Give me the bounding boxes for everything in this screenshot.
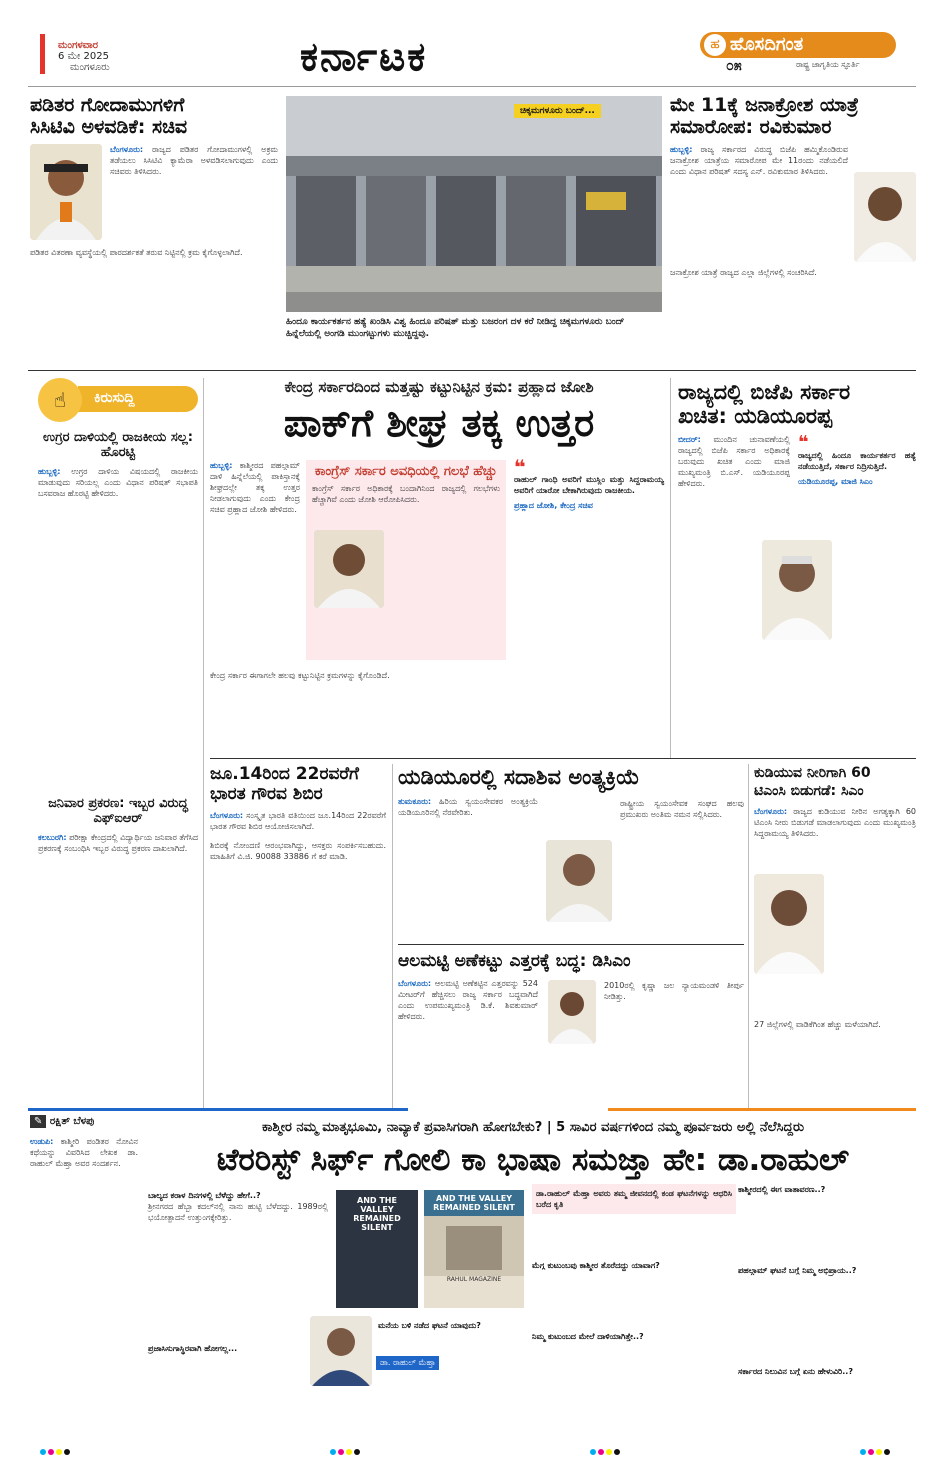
feature-q6: ಪಹಲ್ಗಾಮ್ ಘಟನೆ ಬಗ್ಗೆ ನಿಮ್ಮ ಅಭಿಪ್ರಾಯ..? <box>738 1266 857 1275</box>
story-cctv-headline-2: ಸಿಸಿಟಿವಿ ಅಳವಡಿಕೆ: ಸಚಿವ <box>30 116 188 138</box>
lead-dateline: ಹುಬ್ಬಳ್ಳಿ: <box>210 461 233 470</box>
bjp-quote-icon: ❝ <box>798 432 809 453</box>
story-cctv-headline-1: ಪಡಿತರ ಗೋದಾಮುಗಳಿಗೆ <box>30 94 185 116</box>
photo-caption: ಹಿಂದೂ ಕಾರ್ಯಕರ್ತನ ಹತ್ಯೆ ಖಂಡಿಸಿ ವಿಶ್ವ ಹಿಂದೂ ಪರಿಷತ್ ಮತ್ತು ಬಜರಂಗ ದಳ ಕರೆ ನೀಡಿದ್ದ ಚಿಕ್ಕಮಗಳೂರು ಬಂದ್ ಹಿನ್ನೆಲೆಯಲ್ಲಿ ಅಂಗಡಿ ಮುಂಗಟ್ಟುಗಳು ಮುಚ್ಚಿದ್ದವು. <box>286 317 625 339</box>
lead-box <box>306 460 506 660</box>
section-rule-1 <box>28 370 916 371</box>
header-day: ಮಂಗಳವಾರ <box>58 40 99 51</box>
registration-marks-mid-1 <box>330 1440 362 1459</box>
feature-qa-3 <box>378 1320 524 1331</box>
story-cctv-body-1: ರಾಜ್ಯದ ಪಡಿತರ ಗೋದಾಮುಗಳಲ್ಲಿ ಅಕ್ರಮ ತಡೆಯಲು ಸಿಸಿಟಿವಿ ಕ್ಯಾಮೆರಾ ಅಳವಡಿಸಲಾಗುವುದು ಎಂದು ಸಚಿವರು ತಿಳಿಸಿದರು. <box>110 145 278 176</box>
ravikumar-portrait <box>854 172 916 262</box>
section-title: ಕರ್ನಾಟಕ <box>300 34 428 80</box>
registration-marks-right <box>860 1440 892 1459</box>
feature-kicker: ಕಾಶ್ಮೀರ ನಮ್ಮ ಮಾತೃಭೂಮಿ, ನಾವ್ಯಾಕೆ ಪ್ರವಾಸಿಗರಾಗಿ ಹೋಗಬೇಕು? | 5 ಸಾವಿರ ವರ್ಷಗಳಿಂದ ನಮ್ಮ ಪೂರ್ವಜರು ಅಲ್ಲಿ ನೆಲೆಸಿದ್ದರು <box>261 1120 805 1135</box>
story-shibira-dateline: ಬೆಂಗಳೂರು: <box>210 811 244 820</box>
feature-a1: ಶ್ರೀನಗರದ ಹೆಬ್ಬಾ ಕದಲ್‌ನಲ್ಲಿ ನಾನು ಹುಟ್ಟಿ ಬೆಳೆದದ್ದು. 1989ರಲ್ಲಿ ಭಯೋತ್ಪಾದನೆ ಉತ್ತುಂಗಕ್ಕೇರಿತ್ತು. <box>148 1202 328 1222</box>
story-sadashiva-dateline: ತುಮಕೂರು: <box>398 797 432 806</box>
lead-quote-text: ರಾಹುಲ್ ಗಾಂಧಿ ಅವರಿಗೆ ಮುಸ್ಲಿಂ ಮತ್ತು ಸಿದ್ದರಾಮಯ್ಯ ಅವರಿಗೆ ಯಾರೋ ಬೇಕಾಗಿರುವುದು ರಾಜಕೀಯ. <box>514 475 664 495</box>
feature-q5: ಕಾಶ್ಮೀರದಲ್ಲಿ ಈಗ ವಾತಾವರಣ..? <box>738 1185 826 1194</box>
quote-icon: ❝ <box>514 455 526 479</box>
byline-icon: ✎ <box>30 1115 46 1128</box>
feature-q8: ಮೆಗ್ಗ ಕುಟುಂಬವು ಕಾಶ್ಮೀರ ತೊರೆದದ್ದು ಯಾವಾಗ? <box>532 1261 660 1270</box>
feature-qa-2 <box>532 1260 732 1342</box>
section-rule-3 <box>398 944 744 945</box>
feature-box-title: ಡಾ.ರಾಹುಲ್ ಮೆಹ್ತಾ ಅವರು ತಮ್ಮ ಜೀವನದಲ್ಲಿ ಕಂಡ ಘಟನೆಗಳನ್ನು ಆಧರಿಸಿ ಬರೆದ ಕೃತಿ <box>536 1189 732 1209</box>
story-water <box>754 764 916 1030</box>
story-almatti-headline: ಆಲಮಟ್ಟಿ ಅಣೆಕಟ್ಟು ಎತ್ತರಕ್ಕೆ ಬದ್ಧ: ಡಿಸಿಎಂ <box>398 951 631 971</box>
kiru-suddi-bar <box>78 386 198 412</box>
photo-tag: ಚಿಕ್ಕಮಗಳೂರು ಬಂದ್... <box>514 104 601 118</box>
kiru-item-2-title: ಜನಿವಾರ ಪ್ರಕರಣ: ಇಬ್ಬರ ವಿರುದ್ಧ ಎಫ್ಐಆರ್ <box>48 796 188 826</box>
registration-marks-left <box>40 1440 72 1459</box>
kiru-item-2 <box>38 796 198 854</box>
story-bjp-headline-2: ಖಚಿತ: ಯಡಿಯೂರಪ್ಪ <box>678 404 833 428</box>
section-rule-2 <box>210 758 916 759</box>
feature-qa-1 <box>148 1190 328 1354</box>
kiru-item-2-dateline: ಕಲಬುರಗಿ: <box>38 833 67 842</box>
feature-byline: ರಕ್ಷಿತ್ ಬೆಳಪು <box>49 1116 95 1127</box>
story-sadashiva <box>398 764 744 818</box>
color-strip-blue <box>28 1108 408 1111</box>
story-bjp-quote-text: ರಾಜ್ಯದಲ್ಲಿ ಹಿಂದೂ ಕಾರ್ಯಕರ್ತರ ಹತ್ಯೆ ನಡೆಯುತ್ತಿದೆ, ಸರ್ಕಾರ ನಿದ್ರಿಸುತ್ತಿದೆ. <box>798 451 916 471</box>
feature-box <box>532 1184 736 1214</box>
brand-logo <box>700 32 900 72</box>
story-sadashiva-body-1: ಹಿರಿಯ ಸ್ವಯಂಸೇವಕರ ಅಂತ್ಯಕ್ರಿಯೆ ಯಡಿಯೂರಿನಲ್ಲಿ ನೆರವೇರಿತು. <box>398 797 539 817</box>
lead-story <box>210 378 668 446</box>
feature-q7: ಸರ್ಕಾರದ ನಿಲುವಿನ ಬಗ್ಗೆ ಏನು ಹೇಳುವಿರಿ..? <box>738 1367 853 1376</box>
story-bjp-dateline: ಬೀದರ್: <box>678 435 701 444</box>
header-rule <box>28 86 916 87</box>
story-yatra <box>670 94 916 278</box>
siddaramaiah-portrait <box>754 874 824 974</box>
story-water-dateline: ಬೆಂಗಳೂರು: <box>754 807 788 816</box>
feature-col-1 <box>30 1136 138 1169</box>
story-almatti-body-1: ಆಲಮಟ್ಟಿ ಅಣೆಕಟ್ಟಿನ ಎತ್ತರವನ್ನು 524 ಮೀಟರ್‌ಗೆ ಹೆಚ್ಚಿಸಲು ರಾಜ್ಯ ಸರ್ಕಾರ ಬದ್ಧವಾಗಿದೆ ಎಂದು ಉಪಮುಖ್ಯಮಂತ್ರಿ ಡಿ.ಕೆ. ಶಿವಕುಮಾರ್ ಹೇಳಿದರು. <box>398 979 538 1021</box>
kiru-item-1-dateline: ಹುಬ್ಬಳ್ಳಿ: <box>38 467 61 476</box>
book-cover-2-title: AND THE VALLEY REMAINED SILENT <box>424 1190 524 1216</box>
lead-body-1: ಕಾಶ್ಮೀರದ ಪಹಲ್ಗಾಮ್ ದಾಳಿ ಹಿನ್ನೆಲೆಯಲ್ಲಿ ಪಾಕಿಸ್ತಾನಕ್ಕೆ ಶೀಘ್ರದಲ್ಲೇ ತಕ್ಕ ಉತ್ತರ ನೀಡಲಾಗುವುದು ಎಂದು ಕೇಂದ್ರ ಸಚಿವ ಪ್ರಹ್ಲಾದ ಜೋಶಿ ಹೇಳಿದರು. <box>210 461 301 514</box>
color-strip <box>28 1108 916 1111</box>
header-accent-bar <box>40 34 45 74</box>
lead-kicker: ಕೇಂದ್ರ ಸರ್ಕಾರದಿಂದ ಮತ್ತಷ್ಟು ಕಟ್ಟುನಿಟ್ಟಿನ ಕ್ರಮ: ಪ್ರಹ್ಲಾದ ಜೋಶಿ <box>284 378 594 396</box>
story-yatra-body-2: ಜನಾಕ್ರೋಶ ಯಾತ್ರೆ ರಾಜ್ಯದ ಎಲ್ಲಾ ಜಿಲ್ಲೆಗಳಲ್ಲಿ ಸಂಚರಿಸಿದೆ. <box>670 268 817 277</box>
story-sadashiva-body-2: ರಾಷ್ಟ್ರೀಯ ಸ್ವಯಂಸೇವಕ ಸಂಘದ ಹಲವು ಪ್ರಮುಖರು ಅಂತಿಮ ನಮನ ಸಲ್ಲಿಸಿದರು. <box>620 799 744 819</box>
story-bjp <box>678 380 916 489</box>
minister-portrait <box>30 144 102 240</box>
story-almatti-dateline: ಬೆಂಗಳೂರು: <box>398 979 432 988</box>
rahul-label: ಡಾ. ರಾಹುಲ್ ಮೆಹ್ತಾ <box>376 1356 439 1370</box>
book-author: RAHUL MAGAZINE <box>446 1276 502 1283</box>
feature-q1: ಬಾಲ್ಯದ ಕರಾಳ ದಿನಗಳಲ್ಲಿ ಬೆಳೆದ್ದು ಹೇಗೆ..? <box>148 1191 261 1200</box>
story-shibira-body-2: ಶಿಬಿರಕ್ಕೆ ನೋಂದಣಿ ಆರಂಭವಾಗಿದ್ದು, ಆಸಕ್ತರು ಸಂಪರ್ಕಿಸಬಹುದು. ಮಾಹಿತಿಗೆ ವಿ.ಜಿ. 90088 33886 ಗೆ ಕರೆ ಮಾಡಿ. <box>210 841 386 861</box>
story-shibira-headline-1: ಜೂ.14ರಿಂದ 22ರವರೆಗೆ <box>210 764 359 784</box>
story-shibira-headline-2: ಭಾರತ ಗೌರವ ಶಿಬಿರ <box>210 784 323 804</box>
story-bjp-headline-1: ರಾಜ್ಯದಲ್ಲಿ ಬಿಜೆಪಿ ಸರ್ಕಾರ <box>678 380 851 404</box>
story-water-body-2: 27 ಜಿಲ್ಲೆಗಳಲ್ಲಿ ವಾಡಿಕೆಗಿಂತ ಹೆಚ್ಚು ಮಳೆಯಾಗಿದೆ. <box>754 1020 881 1029</box>
emblem-icon: ಹ <box>704 34 726 56</box>
header-city: ಮಂಗಳೂರು <box>70 62 110 73</box>
feature-q3: ಮನೆಯ ಬಳಿ ನಡೆದ ಘಟನೆ ಯಾವುದು? <box>378 1321 481 1330</box>
story-yatra-body-1: ರಾಜ್ಯ ಸರ್ಕಾರದ ವಿರುದ್ಧ ಬಿಜೆಪಿ ಹಮ್ಮಿಕೊಂಡಿರುವ ಜನಾಕ್ರೋಶ ಯಾತ್ರೆಯ ಸಮಾರೋಪ ಮೇ 11ರಂದು ನಡೆಯಲಿದೆ ಎಂದು ವಿಧಾನ ಪರಿಷತ್ ಸದಸ್ಯ ಎನ್. ರವಿಕುಮಾರ ತಿಳಿಸಿದರು. <box>670 145 848 176</box>
column-divider-1 <box>203 378 204 1108</box>
kiru-item-1 <box>38 430 198 499</box>
rahul-portrait <box>310 1316 372 1386</box>
story-bjp-body-1: ಮುಂದಿನ ಚುನಾವಣೆಯಲ್ಲಿ ರಾಜ್ಯದಲ್ಲಿ ಬಿಜೆಪಿ ಸರ್ಕಾರ ಅಧಿಕಾರಕ್ಕೆ ಬರುವುದು ಖಚಿತ ಎಂದು ಮಾಜಿ ಮುಖ್ಯಮಂತ್ರಿ ಬಿ.ಎಸ್. ಯಡಿಯೂರಪ್ಪ ಹೇಳಿದರು. <box>678 435 790 488</box>
shivakumar-portrait <box>548 980 596 1044</box>
kiru-item-2-body: ಪರೀಕ್ಷಾ ಕೇಂದ್ರದಲ್ಲಿ ವಿದ್ಯಾರ್ಥಿಯ ಜನಿವಾರ ತೆಗೆಸಿದ ಪ್ರಕರಣಕ್ಕೆ ಸಂಬಂಧಿಸಿ ಇಬ್ಬರ ವಿರುದ್ಧ ಪ್ರಕರಣ ದಾಖಲಾಗಿದೆ. <box>38 833 198 853</box>
story-water-body-1: ರಾಜ್ಯದ ಕುಡಿಯುವ ನೀರಿನ ಅಗತ್ಯಕ್ಕಾಗಿ 60 ಟಿಎಂಸಿ ನೀರು ಬಿಡುಗಡೆ ಮಾಡಲಾಗುವುದು ಎಂದು ಮುಖ್ಯಮಂತ್ರಿ ಸಿದ್ದರಾಮಯ್ಯ ತಿಳಿಸಿದರು. <box>754 807 916 838</box>
story-water-headline-1: ಕುಡಿಯುವ ನೀರಿಗಾಗಿ 60 <box>754 765 871 781</box>
registration-marks-mid-2 <box>590 1440 622 1459</box>
kiru-suddi-label: ಕಿರುಸುದ್ದಿ <box>94 390 135 406</box>
story-yatra-headline-2: ಸಮಾರೋಪ: ರವಿಕುಮಾರ <box>670 116 832 138</box>
column-divider-4 <box>748 764 749 1108</box>
story-shibira-body-1: ಸಂಸ್ಕೃತ ಭಾರತಿ ವತಿಯಿಂದ ಜೂ.14ರಿಂದ 22ರವರೆಗೆ ಭಾರತ ಗೌರವ ಶಿಬಿರ ಆಯೋಜಿಸಲಾಗಿದೆ. <box>210 811 387 831</box>
feature-q2: ಪ್ರಜಾಸಿಸುಗಾಸ್ಥಿರವಾಗಿ ಹೋಗಲ್ಲ... <box>148 1344 238 1353</box>
kiru-item-1-title: ಉಗ್ರರ ದಾಳಿಯಲ್ಲಿ ರಾಜಕೀಯ ಸಲ್ಲ: ಹೊರಟ್ಟಿ <box>43 430 193 460</box>
story-almatti <box>398 950 744 1022</box>
joshi-portrait <box>314 530 384 608</box>
column-divider-3 <box>392 764 393 1108</box>
story-cctv <box>30 94 278 258</box>
story-shibira <box>210 764 386 862</box>
lead-box-title: ಕಾಂಗ್ರೆಸ್ ಸರ್ಕಾರ ಅವಧಿಯಲ್ಲಿ ಗಲಭೆ ಹೆಚ್ಚು <box>314 464 498 479</box>
feature-qa-4 <box>738 1184 916 1377</box>
header-date-block <box>58 40 110 73</box>
feature-byline-box <box>30 1116 150 1127</box>
story-yatra-dateline: ಹುಬ್ಬಳ್ಳಿ: <box>670 145 693 154</box>
kiru-suddi-banner <box>38 378 198 422</box>
lead-col-1 <box>210 460 300 515</box>
column-divider-2 <box>670 378 671 758</box>
story-water-headline-2: ಟಿಎಂಸಿ ಬಿಡುಗಡೆ: ಸಿಎಂ <box>754 783 864 799</box>
lead-box-body: ಕಾಂಗ್ರೆಸ್ ಸರ್ಕಾರ ಅಧಿಕಾರಕ್ಕೆ ಬಂದಾಗಿನಿಂದ ರಾಜ್ಯದಲ್ಲಿ ಗಲಭೆಗಳು ಹೆಚ್ಚಾಗಿವೆ ಎಂದು ಜೋಶಿ ಆರೋಪಿಸಿದರು. <box>312 484 500 504</box>
yediyurappa-portrait <box>762 540 832 640</box>
sadashiva-portrait <box>546 840 612 922</box>
story-bjp-quote <box>798 432 916 487</box>
header-date: 6 ಮೇ 2025 <box>58 51 109 62</box>
lead-headline: ಪಾಕ್‌ಗೆ ಶೀಘ್ರ ತಕ್ಕ ಉತ್ತರ <box>283 401 595 445</box>
lead-quote <box>514 455 664 511</box>
color-strip-orange <box>608 1108 916 1111</box>
book-cover-1-title: AND THE VALLEY REMAINED SILENT <box>353 1196 401 1232</box>
feature-col-1-body: ಕಾಶ್ಮೀರಿ ಪಂಡಿತರ ನೋವಿನ ಕಥೆಯನ್ನು ವಿವರಿಸಿದ ಲೇಖಕ ಡಾ. ರಾಹುಲ್ ಮೆಹ್ತಾ ಅವರ ಸಂದರ್ಶನ. <box>30 1137 139 1168</box>
whisper-icon: ☝ <box>38 378 82 422</box>
bandh-photo <box>286 96 662 312</box>
story-almatti-body-2: 2010ರಲ್ಲಿ ಕೃಷ್ಣಾ ಜಲ ನ್ಯಾಯಮಂಡಳಿ ತೀರ್ಪು ನೀಡಿತ್ತು. <box>604 981 744 1001</box>
brand-name: ಹೊಸದಿಗಂತ <box>730 34 804 55</box>
book-cover-2 <box>424 1190 524 1308</box>
lead-quote-author: ಪ್ರಹ್ಲಾದ ಜೋಶಿ, ಕೇಂದ್ರ ಸಚಿವ <box>514 501 593 510</box>
kiru-item-1-body: ಉಗ್ರರ ದಾಳಿಯ ವಿಷಯದಲ್ಲಿ ರಾಜಕೀಯ ಮಾಡುವುದು ಸರಿಯಲ್ಲ ಎಂದು ವಿಧಾನ ಪರಿಷತ್ ಸಭಾಪತಿ ಬಸವರಾಜ ಹೊರಟ್ಟಿ ಹೇಳಿದರು. <box>38 467 198 498</box>
story-sadashiva-headline: ಯಡಿಯೂರಲ್ಲಿ ಸದಾಶಿವ ಅಂತ್ಯಕ್ರಿಯೆ <box>398 765 640 789</box>
story-yatra-headline-1: ಮೇ 11ಕ್ಕೆ ಜನಾಕ್ರೋಶ ಯಾತ್ರೆ <box>670 94 859 116</box>
feature-headline: ಟೆರರಿಸ್ಟ್ ಸಿರ್ಫ್ ಗೋಲಿ ಕಾ ಭಾಷಾ ಸಮಜ್ತಾ ಹೇ: ಡಾ.ರಾಹುಲ್ <box>216 1142 850 1178</box>
story-bjp-quote-author: ಯಡಿಯೂರಪ್ಪ, ಮಾಜಿ ಸಿಎಂ <box>798 477 873 486</box>
lead-body-2: ಕೇಂದ್ರ ಸರ್ಕಾರ ಈಗಾಗಲೇ ಹಲವು ಕಟ್ಟುನಿಟ್ಟಿನ ಕ್ರಮಗಳನ್ನು ಕೈಗೊಂಡಿದೆ. <box>210 671 390 680</box>
story-cctv-body-2: ಪಡಿತರ ವಿತರಣಾ ವ್ಯವಸ್ಥೆಯಲ್ಲಿ ಪಾರದರ್ಶಕತೆ ತರುವ ನಿಟ್ಟಿನಲ್ಲಿ ಕ್ರಮ ಕೈಗೊಳ್ಳಲಾಗಿದೆ. <box>30 248 243 257</box>
brand-tagline: ರಾಷ್ಟ್ರ ಜಾಗೃತಿಯ ಸ್ಫೂರ್ತಿ <box>796 60 860 69</box>
story-cctv-dateline: ಬೆಂಗಳೂರು: <box>110 145 144 154</box>
feature-dateline: ಉಡುಪಿ: <box>30 1137 54 1146</box>
page-number: ೦೫ <box>726 58 742 74</box>
book-cover-1 <box>336 1190 418 1308</box>
feature-q4: ನಿಮ್ಮ ಕುಟುಂಬದ ಮೇಲೆ ದಾಳಿಯಾಗಿತ್ತೇ..? <box>532 1332 644 1341</box>
